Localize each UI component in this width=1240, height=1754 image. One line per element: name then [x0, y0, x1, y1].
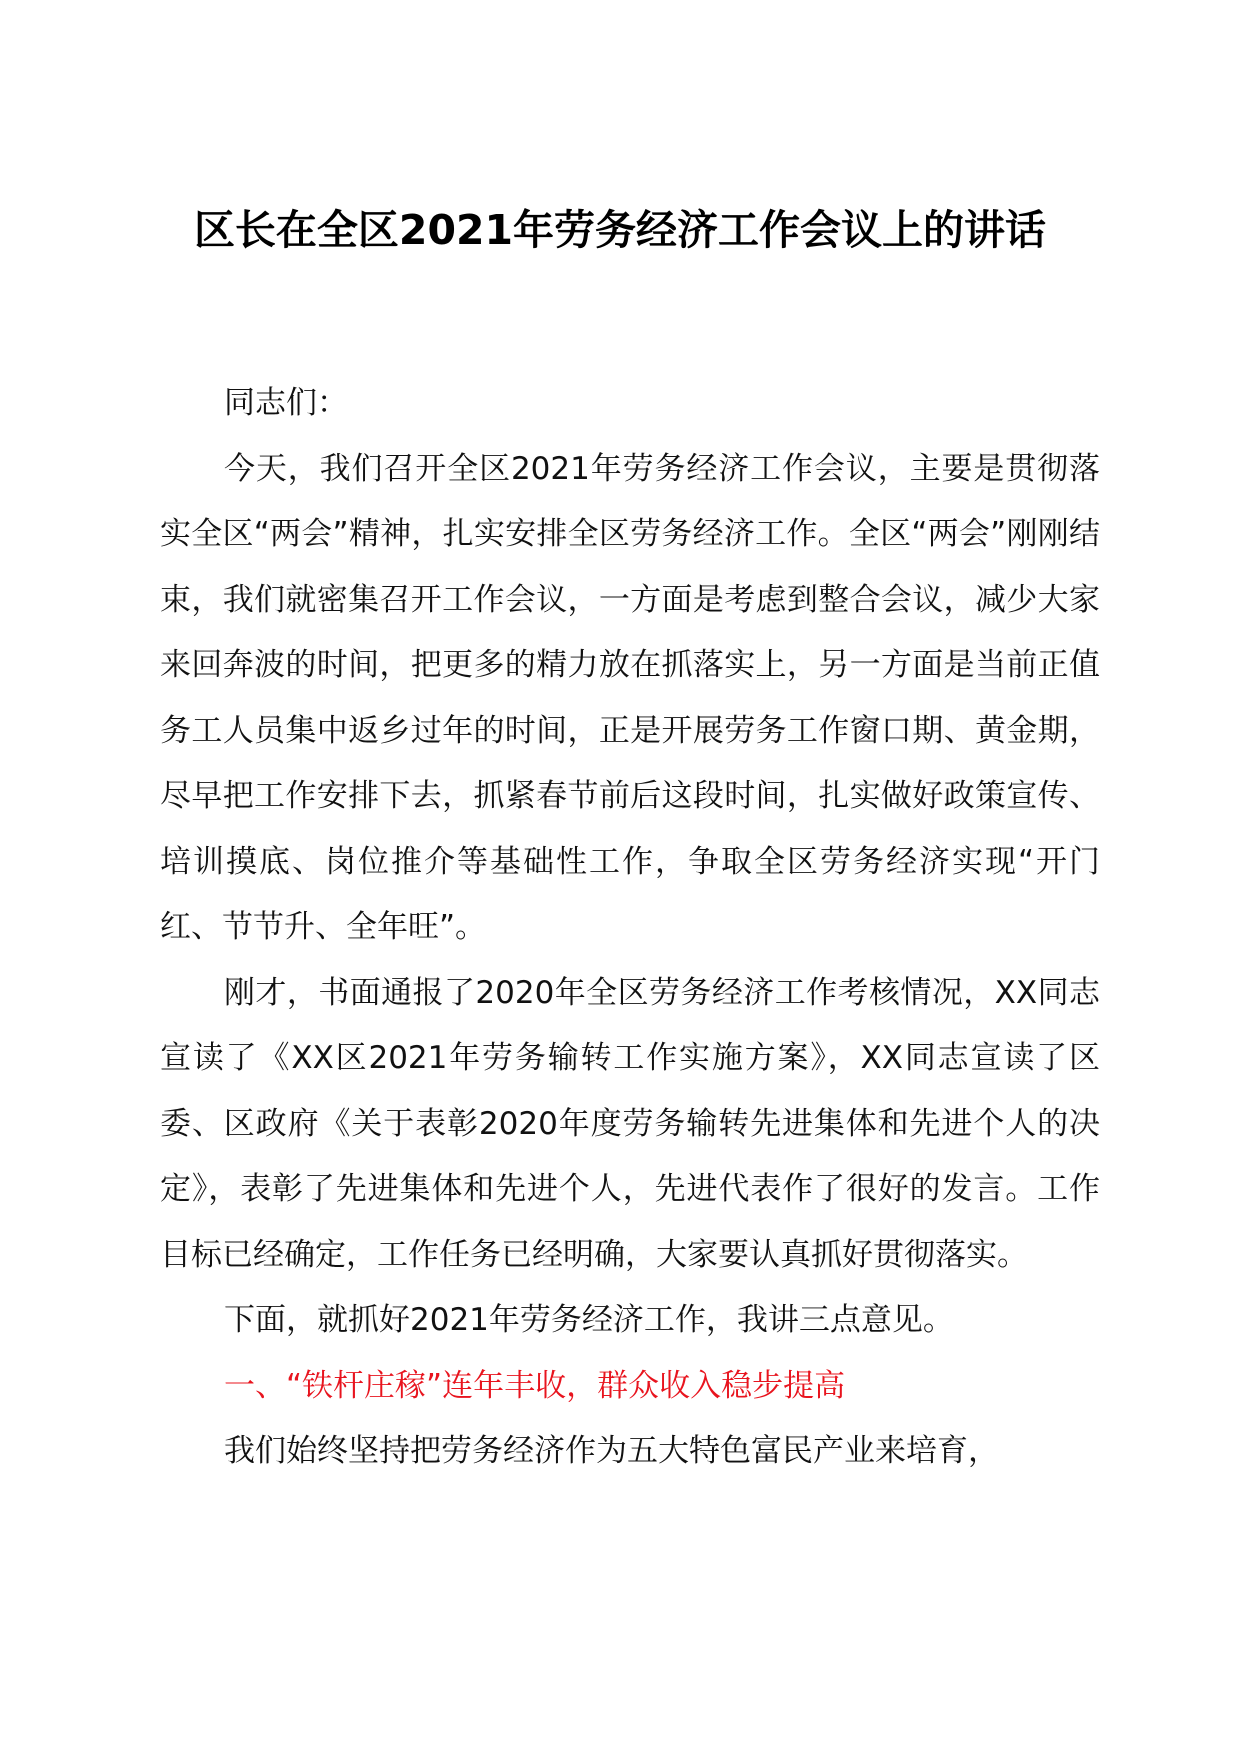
- salutation-paragraph: 同志们：: [224, 385, 348, 421]
- review-paragraph: 刚才，书面通报了2020年全区劳务经济工作考核情况，XX同志宣读了《XX区2021年劳务输转工作实施方案》，XX同志宣读了区委、区政府《关于表彰2020年度劳务输转先进集体和先进个人的决定》，表彰了先进集体和先进个人，先进代表作了很好的发言。工作目标已经确定，工作任务已经明确，大家要认真抓好贯彻落实。: [160, 974, 1100, 1273]
- outline-paragraph: 下面，就抓好2021年劳务经济工作，我讲三点意见。: [224, 1302, 954, 1338]
- section-heading: 一、“铁杆庄稼”连年丰收，群众收入稳步提高: [224, 1367, 846, 1404]
- section-paragraph: 我们始终坚持把劳务经济作为五大特色富民产业来培育，: [224, 1433, 999, 1469]
- document-title: 区长在全区2021年劳务经济工作会议上的讲话: [193, 206, 1047, 254]
- document-body: [160, 371, 1100, 1485]
- intro-paragraph: 今天，我们召开全区2021年劳务经济工作会议，主要是贯彻落实全区“两会”精神，扎实安排全区劳务经济工作。全区“两会”刚刚结束，我们就密集召开工作会议，一方面是考虑到整合会议，减少大家来回奔波的时间，把更多的精力放在抓落实上，另一方面是当前正值务工人员集中返乡过年的时间，正是开展劳务工作窗口期、黄金期，尽早把工作安排下去，抓紧春节前后这段时间，扎实做好政策宣传、培训摸底、岗位推介等基础性工作，争取全区劳务经济实现“开门红、节节升、全年旺”。: [160, 450, 1100, 945]
